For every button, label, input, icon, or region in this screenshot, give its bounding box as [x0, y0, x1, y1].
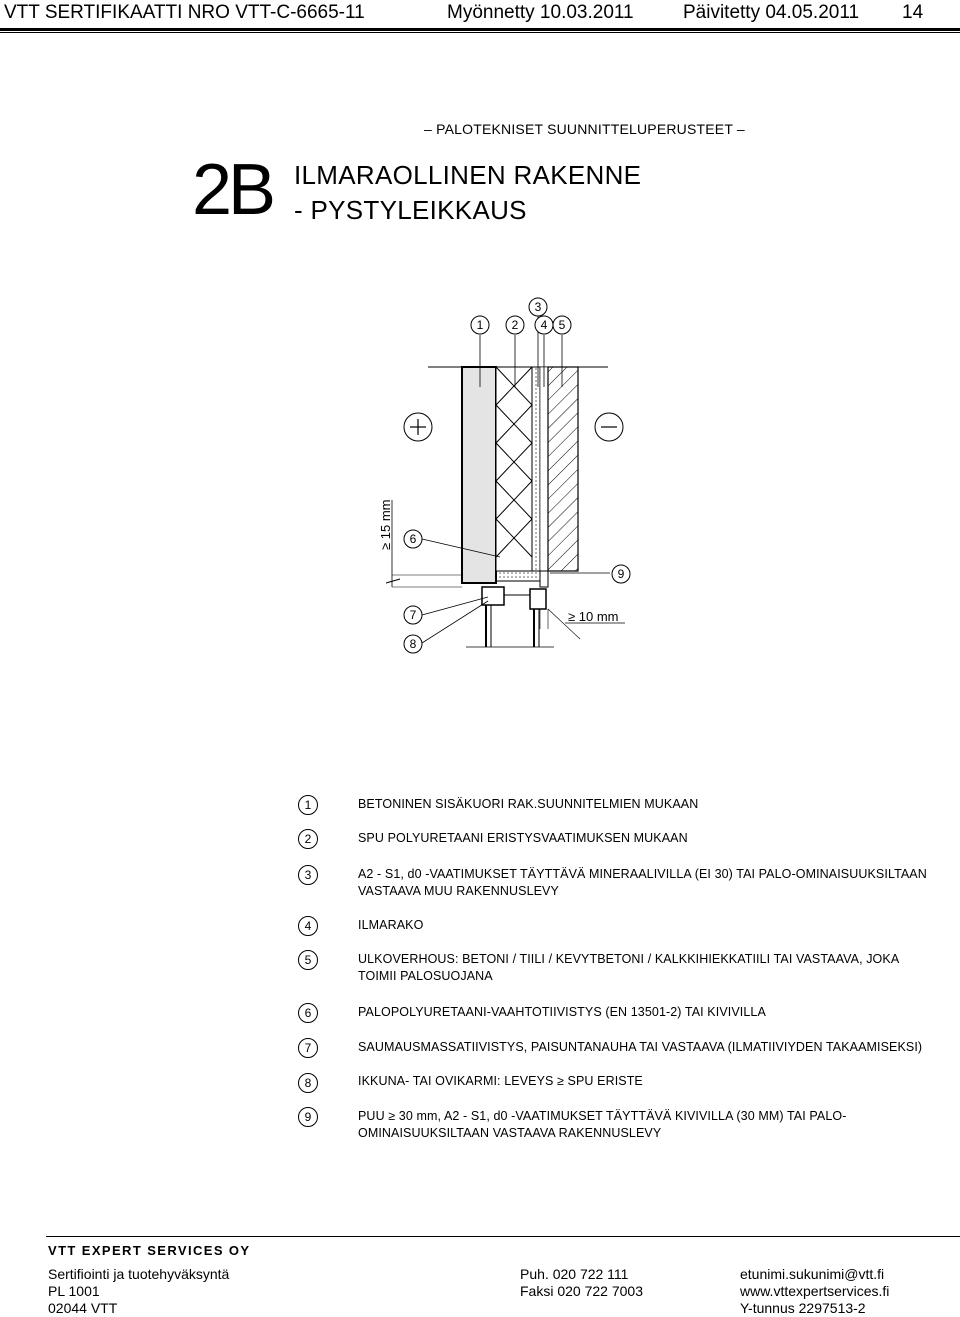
air-gap [540, 367, 548, 571]
callout-5: 5 [558, 318, 566, 332]
legend-number: 1 [298, 795, 318, 815]
callout-7: 7 [409, 608, 417, 622]
drawing-title: ILMARAOLLINEN RAKENNE [294, 160, 642, 190]
callout-8: 8 [409, 637, 417, 651]
legend-text: A2 - S1, d0 -VAATIMUKSET TÄYTTÄVÄ MINERAALIVILLA (EI 30) TAI PALO-OMINAISUUKSILTAAN VASTAAVA MUU RAKENNUSLEVY [358, 867, 927, 898]
legend-number: 3 [298, 865, 318, 885]
outer-cladding [548, 367, 578, 571]
callout-1: 1 [476, 318, 484, 332]
callout-9: 9 [617, 567, 625, 581]
legend-text: PALOPOLYURETAANI-VAAHTOTIIVISTYS (EN 13501-2) TAI KIVIVILLA [358, 1005, 766, 1019]
drawing-subtitle: – PALOTEKNISET SUUNNITTELUPERUSTEET – [424, 121, 745, 137]
issued-date: Myönnetty 10.03.2011 [447, 2, 634, 23]
legend-number: 6 [298, 1003, 318, 1023]
drawing-code: 2B [192, 150, 273, 230]
dim-15mm-label: ≥ 15 mm [378, 499, 393, 550]
legend-number: 9 [298, 1107, 318, 1127]
concrete-inner-shell [462, 367, 496, 583]
legend-text: IKKUNA- TAI OVIKARMI: LEVEYS ≥ SPU ERISTE [358, 1074, 643, 1088]
spu-insulation [496, 367, 532, 571]
callout-6: 6 [409, 532, 417, 546]
page-number: 14 [902, 2, 924, 23]
legend-text: PUU ≥ 30 mm, A2 - S1, d0 -VAATIMUKSET TÄYTTÄVÄ KIVIVILLA (30 MM) TAI PALO-OMINAISUUKSILTAAN VASTAAVA RAKENNUSLEVY [358, 1109, 847, 1140]
legend-number: 8 [298, 1073, 318, 1093]
legend-text: SAUMAUSMASSATIIVISTYS, PAISUNTANAUHA TAI VASTAAVA (ILMATIIVIYDEN TAKAAMISEKSI) [358, 1040, 923, 1054]
footer-website: www.vttexpertservices.fi [740, 1283, 890, 1299]
legend-number: 2 [298, 829, 318, 849]
footer-postcode: 02044 VTT [48, 1300, 118, 1316]
footer-rule [46, 1236, 960, 1237]
page-header [0, 0, 960, 34]
footer-company: VTT EXPERT SERVICES OY [48, 1243, 251, 1258]
legend-number: 4 [298, 916, 318, 936]
legend-number: 7 [298, 1038, 318, 1058]
callout-3: 3 [534, 300, 542, 314]
dim-10mm-label: ≥ 10 mm [568, 609, 619, 624]
footer-pobox: PL 1001 [48, 1283, 100, 1299]
legend-text: BETONINEN SISÄKUORI RAK.SUUNNITELMIEN MUKAAN [358, 797, 699, 811]
legend-number: 5 [298, 950, 318, 970]
mineral-wool-layer [532, 367, 540, 571]
legend-text: SPU POLYURETAANI ERISTYSVAATIMUKSEN MUKAAN [358, 831, 688, 845]
section-drawing [370, 295, 670, 660]
legend-text: ULKOVERHOUS: BETONI / TIILI / KEVYTBETONI / KALKKIHIEKKATIILI TAI VASTAAVA, JOKA TOIMII PALOSUOJANA [358, 952, 899, 983]
updated-date: Päivitetty 04.05.2011 [683, 2, 860, 23]
wood-strip [540, 571, 548, 587]
footer-email: etunimi.sukunimi@vtt.fi [740, 1266, 885, 1282]
footer-business-id: Y-tunnus 2297513-2 [740, 1300, 866, 1316]
legend-text: ILMARAKO [358, 918, 424, 932]
certificate-number: VTT SERTIFIKAATTI NRO VTT-C-6665-11 [4, 2, 365, 23]
footer-dept: Sertifiointi ja tuotehyväksyntä [48, 1266, 230, 1282]
header-rule [0, 28, 960, 31]
footer-phone: Puh. 020 722 111 [520, 1266, 629, 1282]
header-rule-thin [0, 32, 960, 33]
drawing-title-section: - PYSTYLEIKKAUS [294, 195, 527, 225]
callout-2: 2 [511, 318, 519, 332]
footer-fax: Faksi 020 722 7003 [520, 1283, 643, 1299]
callout-4: 4 [540, 318, 548, 332]
